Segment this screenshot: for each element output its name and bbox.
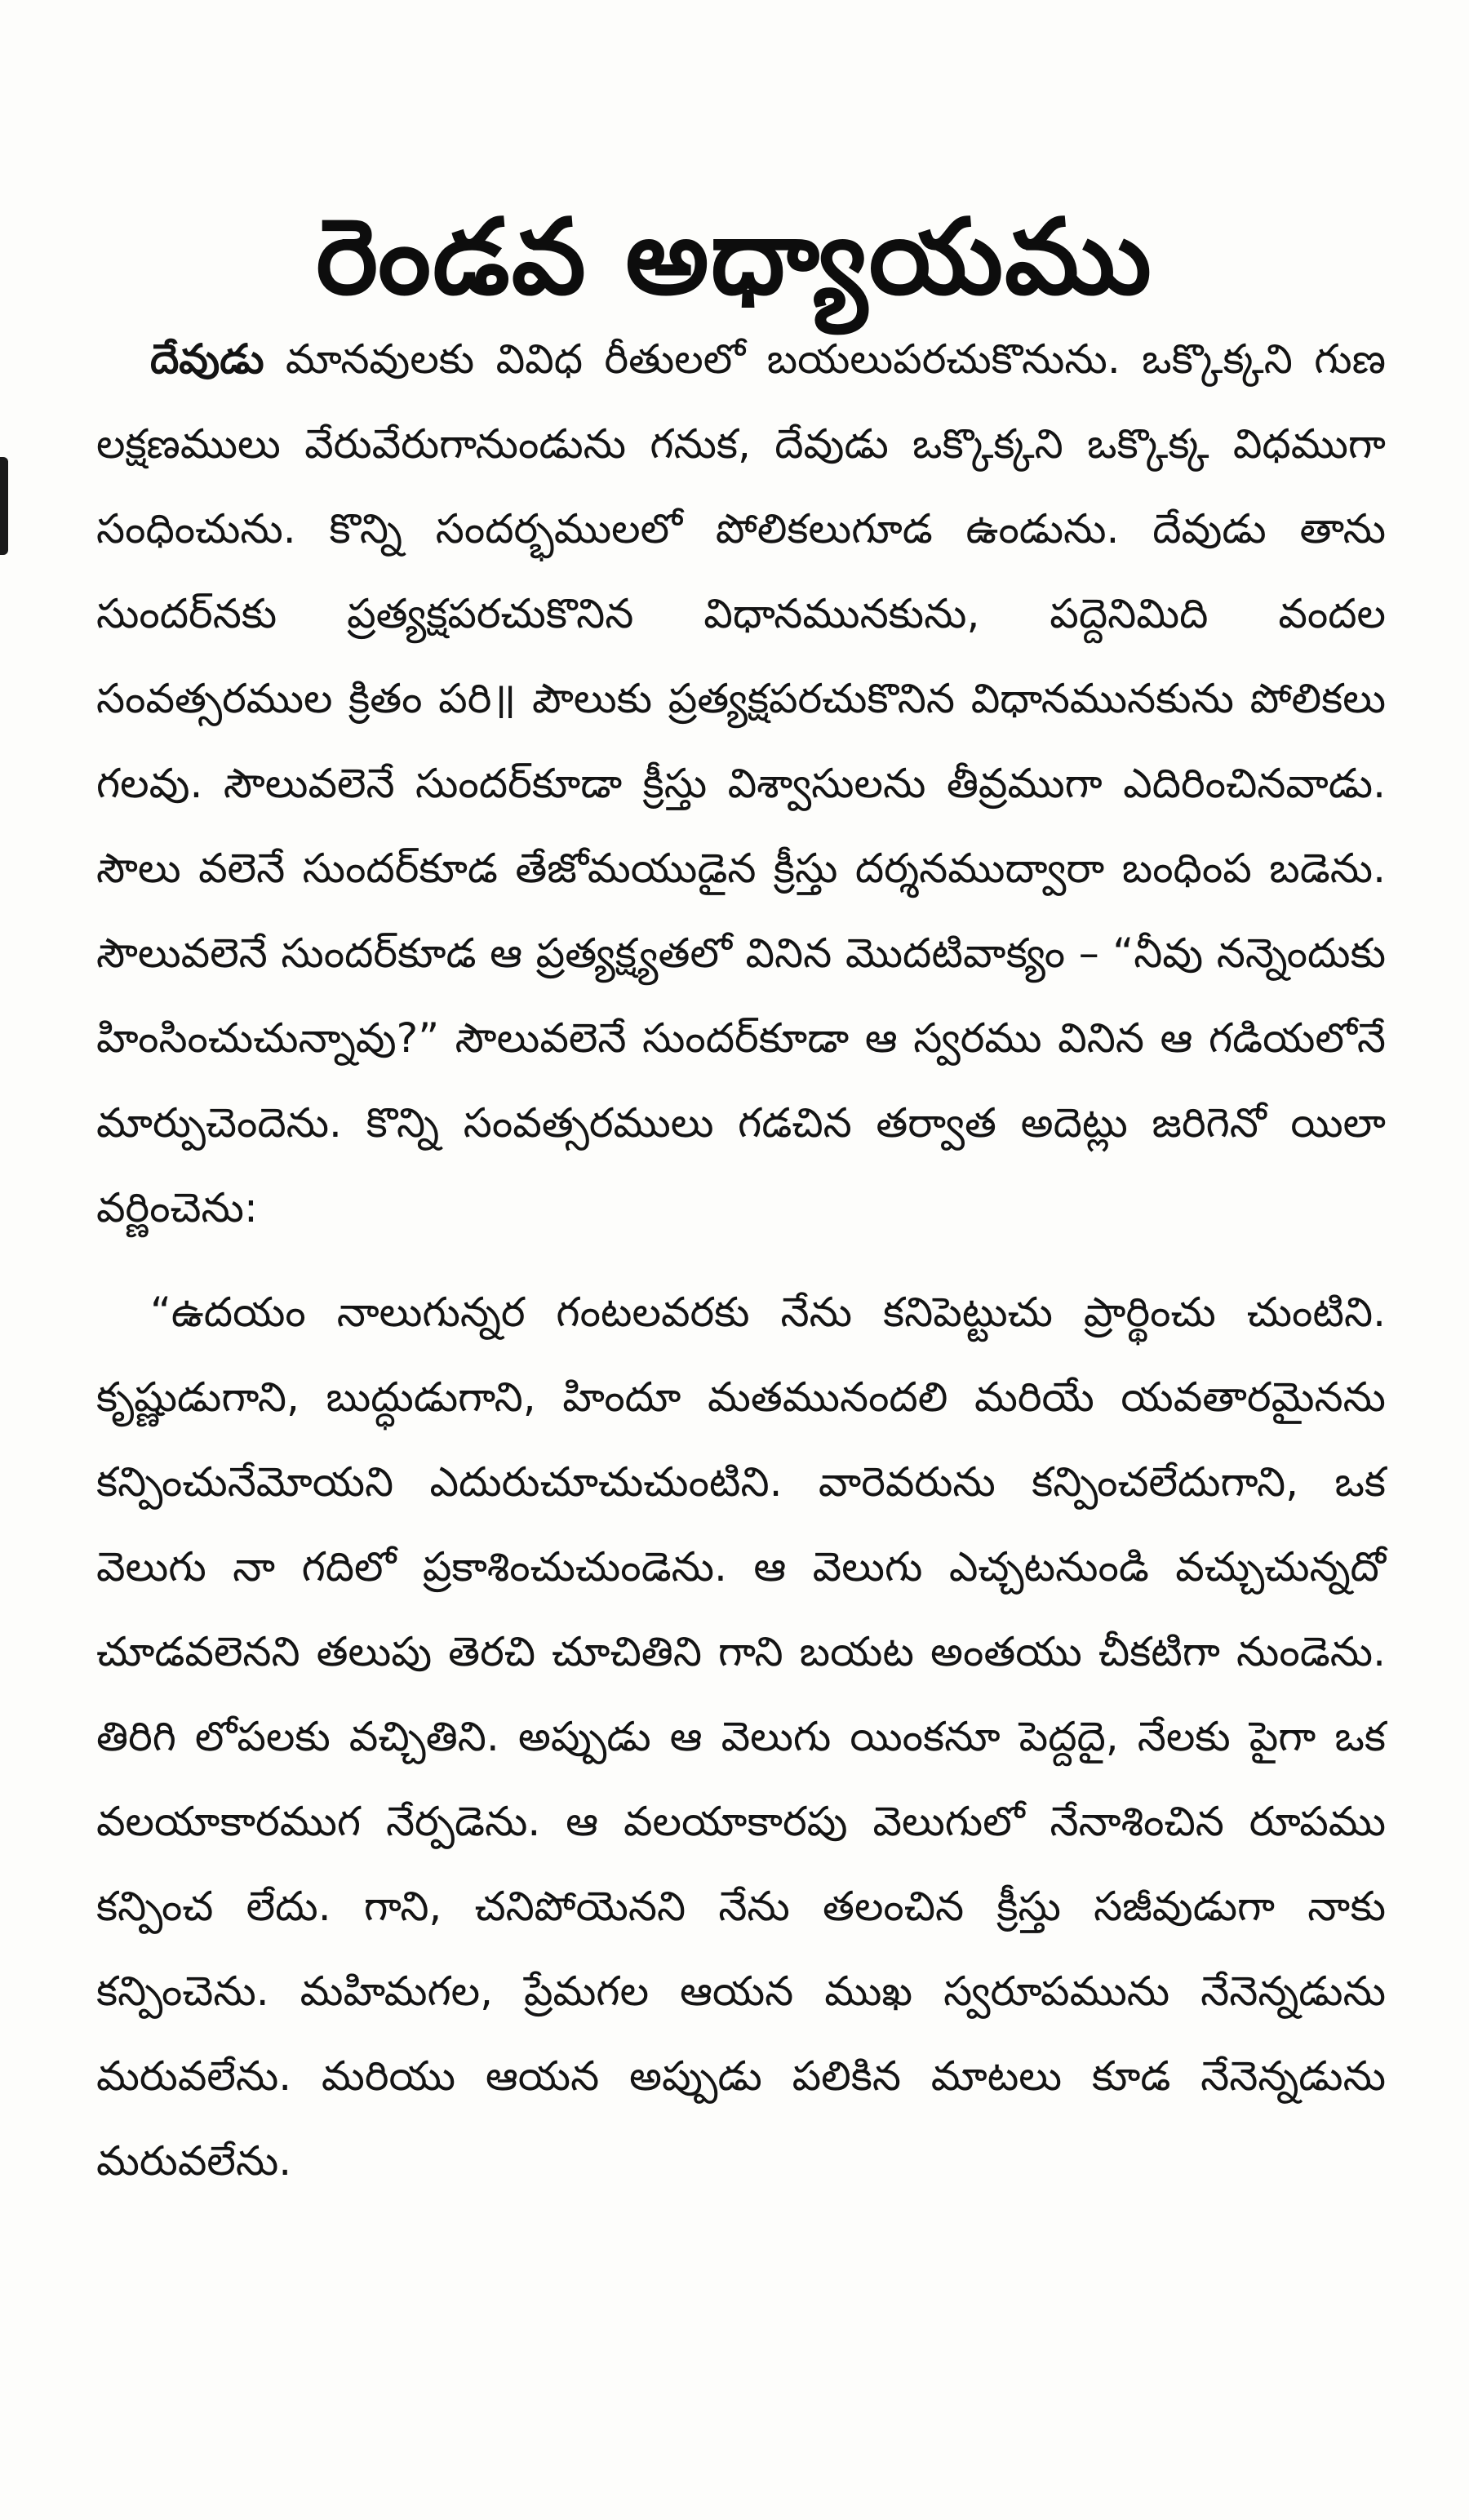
chapter-body (96, 317, 1386, 2203)
chapter-title: రెండవ అధ్యాయము (316, 196, 1153, 318)
paragraph-1 (96, 317, 1386, 1250)
page-edge-shadow (0, 457, 8, 555)
paragraph-2 (96, 1270, 1386, 2203)
paragraph-2-text: “ఉదయం నాలుగున్నర గంటలవరకు నేను కనిపెట్టుచు ప్రార్థించు చుంటిని. కృష్ణుడుగాని, బుద్ధుడుగాని, హిందూ మతమునందలి మరియే యవతారమైనను కన్పించునేమోయని ఎదురుచూచుచుంటిని. వారెవరును కన్పించలేదుగాని, ఒక వెలుగు నా గదిలో ప్రకాశించుచుండెను. ఆ వెలుగు ఎచ్చటనుండి వచ్చుచున్నదో చూడవలెనని తలుపు తెరచి చూచితిని గాని బయట అంతయు చీకటిగా నుండెను. తిరిగి లోపలకు వచ్చితిని. అప్పుడు ఆ వెలుగు యింకనూ పెద్దదై, నేలకు పైగా ఒక వలయాకారముగ నేర్పడెను. ఆ వలయాకారపు వెలుగులో నేనాశించిన రూపము కన్పించ లేదు. గాని, చనిపోయెనని నేను తలంచిన క్రీస్తు సజీవుడుగా నాకు కన్పించెను. మహిమగల, ప్రేమగల ఆయన ముఖ స్వరూపమును నేనెన్నడును మరువలేను. మరియు ఆయన అప్పుడు పలికిన మాటలు కూడ నేనెన్నడును మరువలేను. (96, 1289, 1386, 2185)
paragraph-1-lead-word: దేవుడు (150, 335, 264, 383)
paragraph-1-text: మానవులకు వివిధ రీతులలో బయలుపరచుకొనును. ఒక్కొక్కని గుణ లక్షణములు వేరువేరుగానుండును గనుక, దేవుడు ఒక్కొక్కని ఒక్కొక్క విధముగా సంధించును. కొన్ని సందర్భములలో పోలికలుగూడ ఉండును. దేవుడు తాను సుందర్‌నకు ప్రత్యక్షపరచుకొనిన విధానమునకును, పద్దెనిమిది వందల సంవత్సరముల క్రితం పరి॥ పౌలుకు ప్రత్యక్షపరచుకొనిన విధానమునకును పోలికలు గలవు. సౌలువలెనే సుందర్‌కూడా క్రీస్తు విశ్వాసులను తీవ్రముగా ఎదిరించినవాడు. సౌలు వలెనే సుందర్‌కూడ తేజోమయుడైన క్రీస్తు దర్శనముద్వారా బంధింప బడెను. సౌలువలెనే సుందర్‌కూడ ఆ ప్రత్యక్ష్యతలో వినిన మొదటివాక్యం – “నీవు నన్నెందుకు హింసించుచున్నావు?” సౌలువలెనే సుందర్‌కూడా ఆ స్వరము వినిన ఆ గడియలోనే మార్పుచెందెను. కొన్ని సంవత్సరములు గడచిన తర్వాత అదెట్లు జరిగెనో యిలా వర్ణించెను: (96, 335, 1386, 1231)
